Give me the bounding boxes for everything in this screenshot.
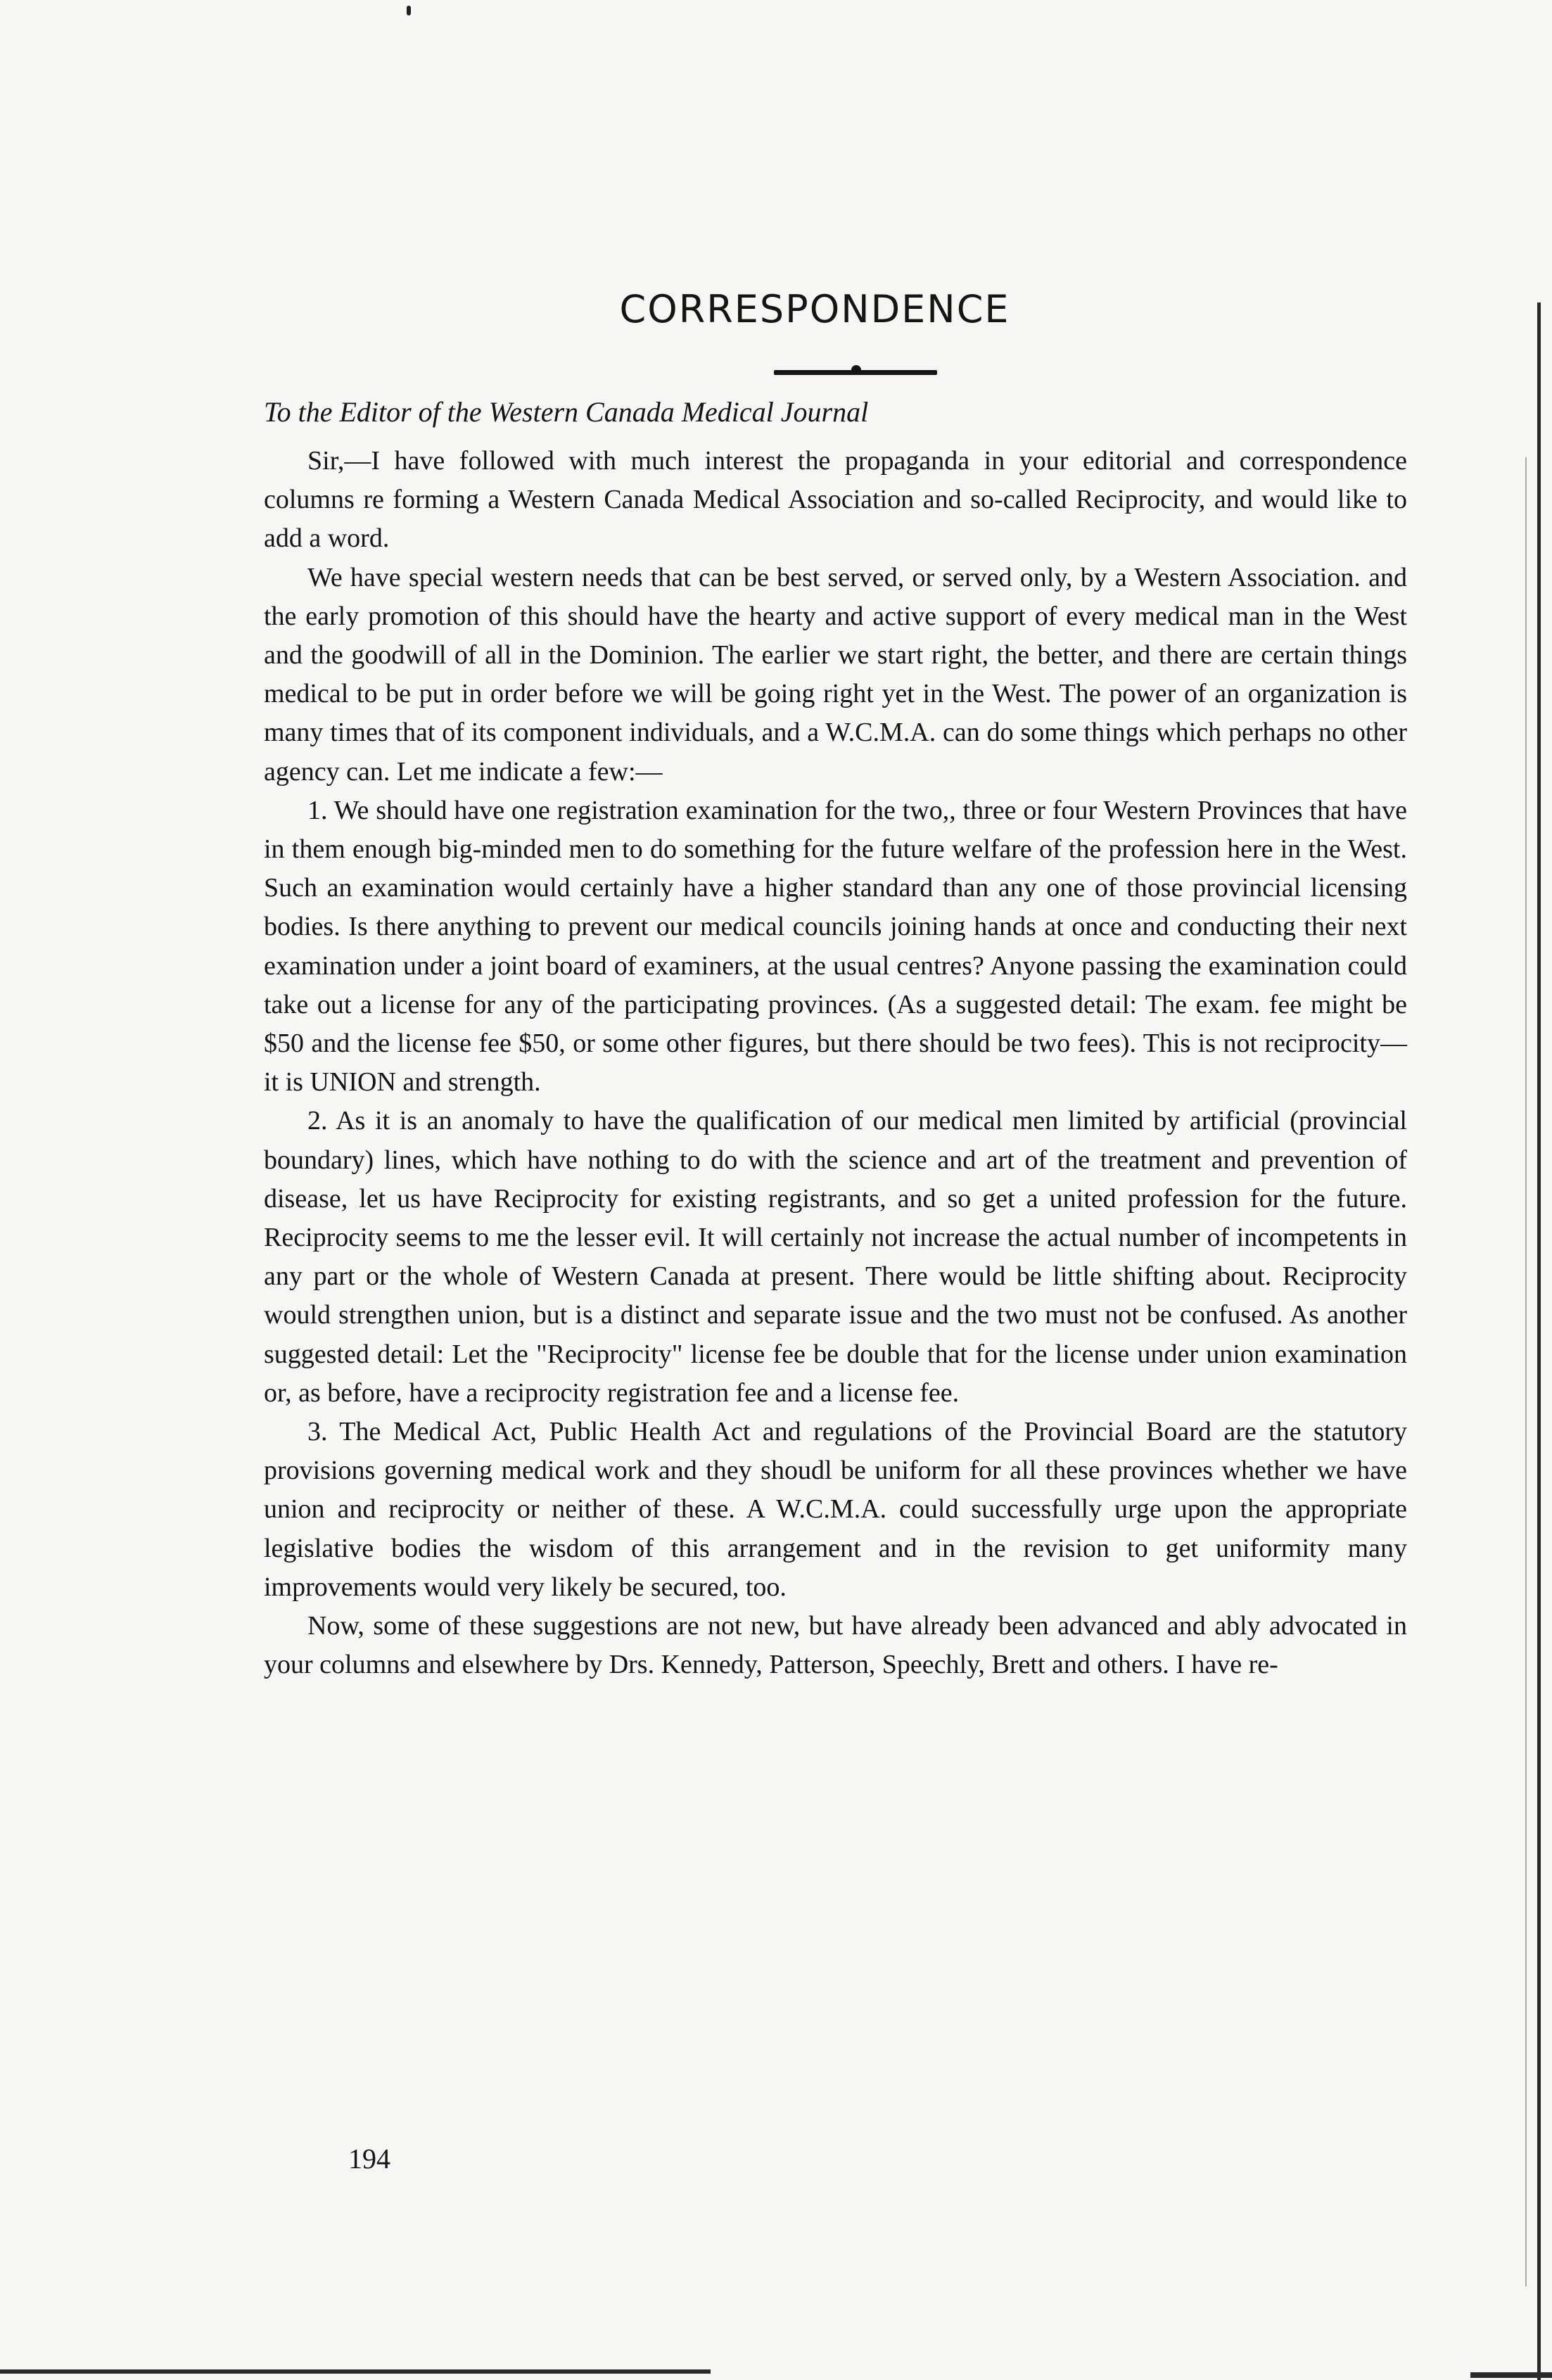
bottom-edge-left [0,2369,711,2374]
page-number: 194 [348,2143,390,2175]
binding-edge [1537,303,1541,2380]
paragraph-point-1: 1. We should have one registration examination for the two,, three or four Western Provinces that have in them enough big-minded men to do something for the future welfare of the profession here in the West. Such an examination would certainly have a higher standard than any one of those provincial licensing bodies. Is there anything to prevent our medical councils joining hands at once and conducting their next examination under a joint board of examiners, at the usual centres? Anyone passing the examination could take out a license for any of the participating provinces. (As a suggested detail: The exam. fee might be $50 and the license fee $50, or some other figures, but there should be two fees). This is not reciprocity—it is UNION and strength. [264,795,1407,1097]
paragraph-point-3: 3. The Medical Act, Public Health Act and regulations of the Provincial Board are the statutory provisions governing medical work and they shoudl be uniform for all these provinces whether we have union and reciprocity or neither of these. A W.C.M.A. could successfully urge upon the appropriate legislative bodies the wisdom of this arrangement and in the revision to get uniformity many improvements would very likely be secured, too. [264,1417,1407,1602]
ink-speck [407,6,411,15]
section-heading: CORRESPONDENCE [619,287,1010,331]
bottom-edge-right [1470,2372,1552,2378]
paragraph-closing: Now, some of these suggestions are not new, but have already been advanced and ably advocated in your columns and elsewhere by Drs. Kennedy, Patterson, Speechly, Brett and others. I have re- [264,1611,1407,1680]
heading-rule [774,370,937,375]
letter-body [264,442,1407,1685]
paragraph-western-needs: We have special western needs that can be best served, or served only, by a Western Association. and the early promotion of this should have the hearty and active support of every medical man in the West and the goodwill of all in the Dominion. The earlier we start right, the better, and there are certain things medical to be put in order before we will be going right yet in the West. The power of an organization is many times that of its component individuals, and a W.C.M.A. can do some things which perhaps no other agency can. Let me indicate a few:— [264,562,1407,787]
addressee-line: To the Editor of the Western Canada Medical Journal [264,396,869,428]
binding-shadow [1525,457,1527,2286]
paragraph-point-2: 2. As it is an anomaly to have the qualification of our medical men limited by artificial (provincial boundary) lines, which have nothing to do with the science and art of the treatment and prevention of disease, let us have Reciprocity for existing registrants, and so get a united profession for the future. Reciprocity seems to me the lesser evil. It will certainly not increase the actual number of incompetents in any part or the whole of Western Canada at present. There would be little shifting about. Reciprocity would strengthen union, but is a distinct and separate issue and the two must not be confused. As another suggested detail: Let the "Reciprocity" license fee be double that for the license under union examination or, as before, have a reciprocity registration fee and a license fee. [264,1106,1407,1408]
paragraph-salutation: Sir,—I have followed with much interest the propaganda in your editorial and correspondence columns re forming a Western Canada Medical Association and so-called Reciprocity, and would like to add a word. [264,446,1407,554]
